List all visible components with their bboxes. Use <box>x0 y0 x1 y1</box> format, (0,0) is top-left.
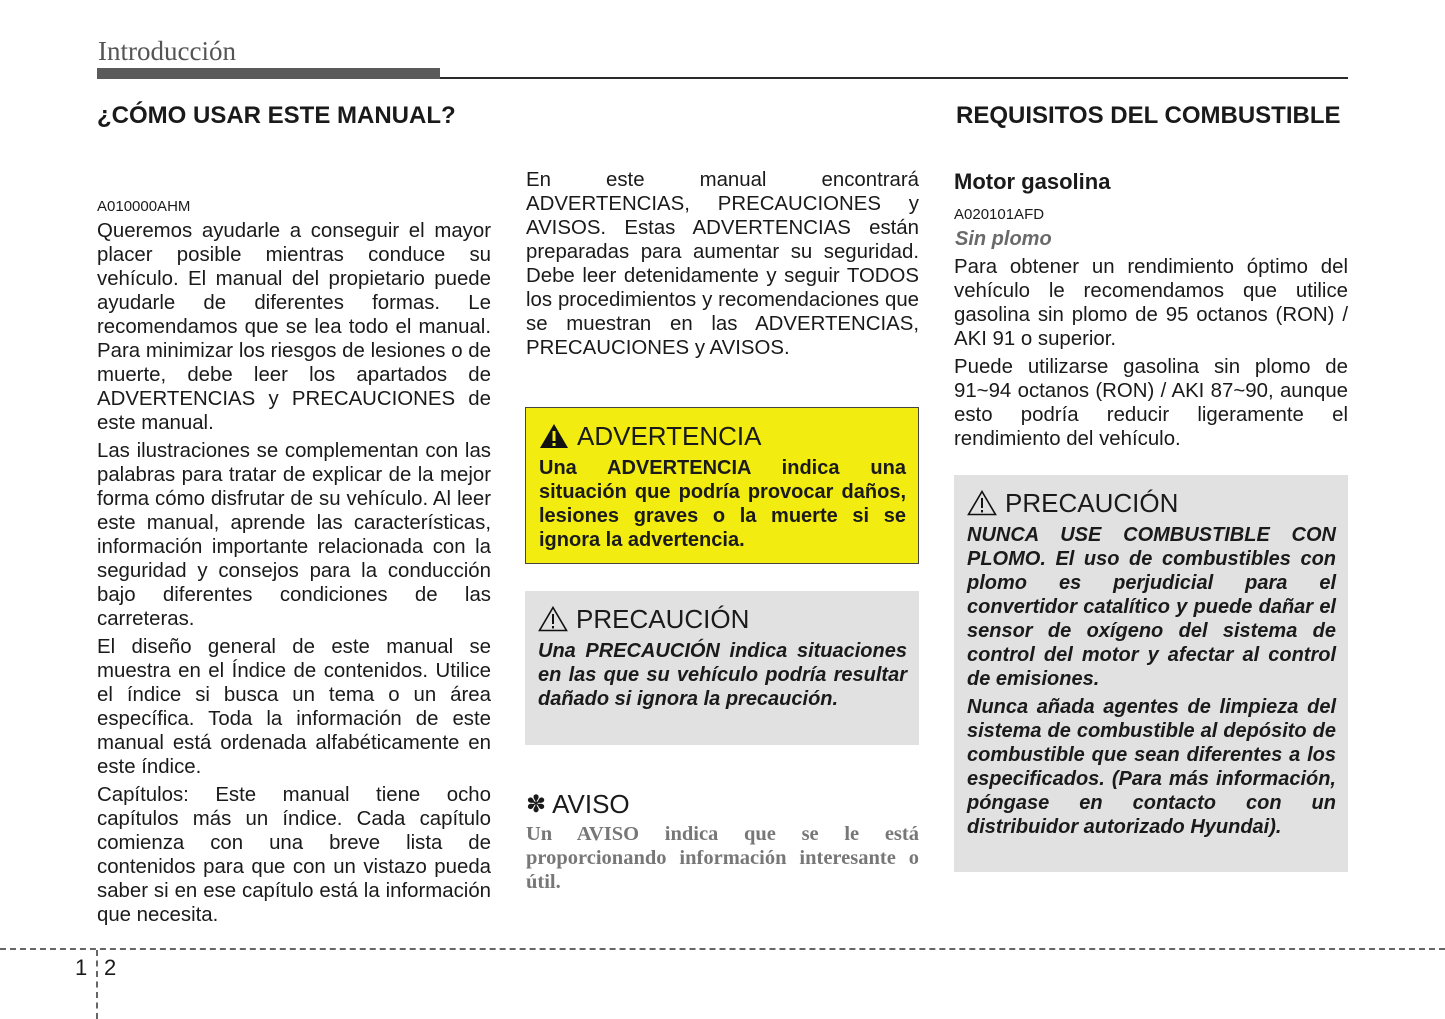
heading-how-to-use: ¿CÓMO USAR ESTE MANUAL? <box>97 102 456 129</box>
paragraph: Capítulos: Este manual tiene ocho capítulos más un índice. Cada capítulo comienza con una breve lista de contenidos para que con un vistazo pueda saber si en ese capítulo está la información que necesita. <box>97 784 491 926</box>
fuel-caution-text: NUNCA USE COMBUSTIBLE CON PLOMO. El uso de combustibles con plomo es perjudicial para el convertidor catalítico y puede dañar el sensor de oxígeno del sistema de control del motor y afectar al control de emisiones. <box>967 524 1336 690</box>
section-code-right: A020101AFD <box>954 206 1045 223</box>
fuel-caution-title-text: PRECAUCIÓN <box>1005 487 1179 518</box>
warning-title-text: ADVERTENCIA <box>577 420 762 451</box>
caution-triangle-icon <box>538 606 568 632</box>
header-rule-thin <box>440 77 1348 79</box>
caution-title-text: PRECAUCIÓN <box>576 603 750 634</box>
fuel-caution-box <box>954 475 1348 872</box>
fuel-caution-title <box>967 483 1336 523</box>
paragraph: Queremos ayudarle a conseguir el mayor placer posible mientras conduce su vehículo. El manual del propietario puede ayudarle de diferentes formas. Le recomendamos que se lea todo el manual. Para minimizar los riesgos de lesiones o de muerte, debe leer los apartados de ADVERTENCIAS y PRECAUCIONES de este manual. <box>97 220 491 434</box>
fuel-caution-text: Nunca añada agentes de limpieza del sistema de combustible al depósito de combustible que sean diferentes a los especificados. (Para más información, póngase en contacto con un distribuidor autorizado Hyundai). <box>967 696 1336 838</box>
paragraph: Puede utilizarse gasolina sin plomo de 91~94 octanos (RON) / AKI 87~90, aunque esto podría reducir ligeramente el rendimiento del vehículo. <box>954 356 1348 450</box>
caution-triangle-icon <box>967 490 997 516</box>
subheading-gasoline-engine: Motor gasolina <box>954 169 1111 194</box>
warning-title <box>539 416 906 456</box>
left-column-text <box>97 219 491 931</box>
warning-text: Una ADVERTENCIA indica una situación que podría provocar daños, lesiones graves o la muerte si se ignora la advertencia. <box>539 457 906 551</box>
paragraph: El diseño general de este manual se muestra en el Índice de contenidos. Utilice el índice si busca un tema o un área específica. Toda la información de este manual está ordenada alfabéticamente en este índice. <box>97 636 491 778</box>
heading-fuel-requirements: REQUISITOS DEL COMBUSTIBLE <box>956 102 1341 129</box>
header-rule-thick <box>97 68 440 79</box>
paragraph: En este manual encontrará ADVERTENCIAS, PRECAUCIONES y AVISOS. Estas ADVERTENCIAS están preparadas para aumentar su seguridad. Debe leer detenidamente y seguir TODOS los procedimientos y recomendaciones que se muestran en las ADVERTENCIAS, PRECAUCIONES y AVISOS. <box>526 169 919 359</box>
page-number: 2 <box>104 955 117 980</box>
warning-box <box>525 407 919 564</box>
chapter-number: 1 <box>75 955 88 980</box>
footer-dashed-divider <box>96 950 98 1019</box>
paragraph: Para obtener un rendimiento óptimo del vehículo le recomendamos que utilice gasolina sin plomo de 95 octanos (RON) / AKI 91 o superior. <box>954 256 1348 350</box>
subtitle-unleaded: Sin plomo <box>955 228 1052 250</box>
footer-dashed-rule <box>0 948 1445 950</box>
caution-text: Una PRECAUCIÓN indica situaciones en las que su vehículo podría resultar dañado si ignora la precaución. <box>538 640 907 710</box>
paragraph: Las ilustraciones se complementan con las palabras para tratar de explicar de la mejor forma cómo disfrutar de su vehículo. Al leer este manual, aprende las características, información importante relacionada con la seguridad y consejos para la conducción bajo diferentes condiciones de las carreteras. <box>97 440 491 630</box>
notice-title <box>526 789 630 820</box>
middle-column-text <box>526 168 919 364</box>
warning-triangle-icon <box>539 423 569 449</box>
right-column-text <box>954 255 1348 455</box>
section-code-left: A010000AHM <box>97 198 191 215</box>
section-title: Introducción <box>98 36 236 66</box>
caution-title <box>538 599 907 639</box>
notice-text: Un AVISO indica que se le está proporcionando información interesante o útil. <box>526 823 919 893</box>
notice-title-text: AVISO <box>552 789 630 819</box>
caution-box <box>525 591 919 745</box>
notice-asterisk-icon: ✽ <box>526 791 547 818</box>
